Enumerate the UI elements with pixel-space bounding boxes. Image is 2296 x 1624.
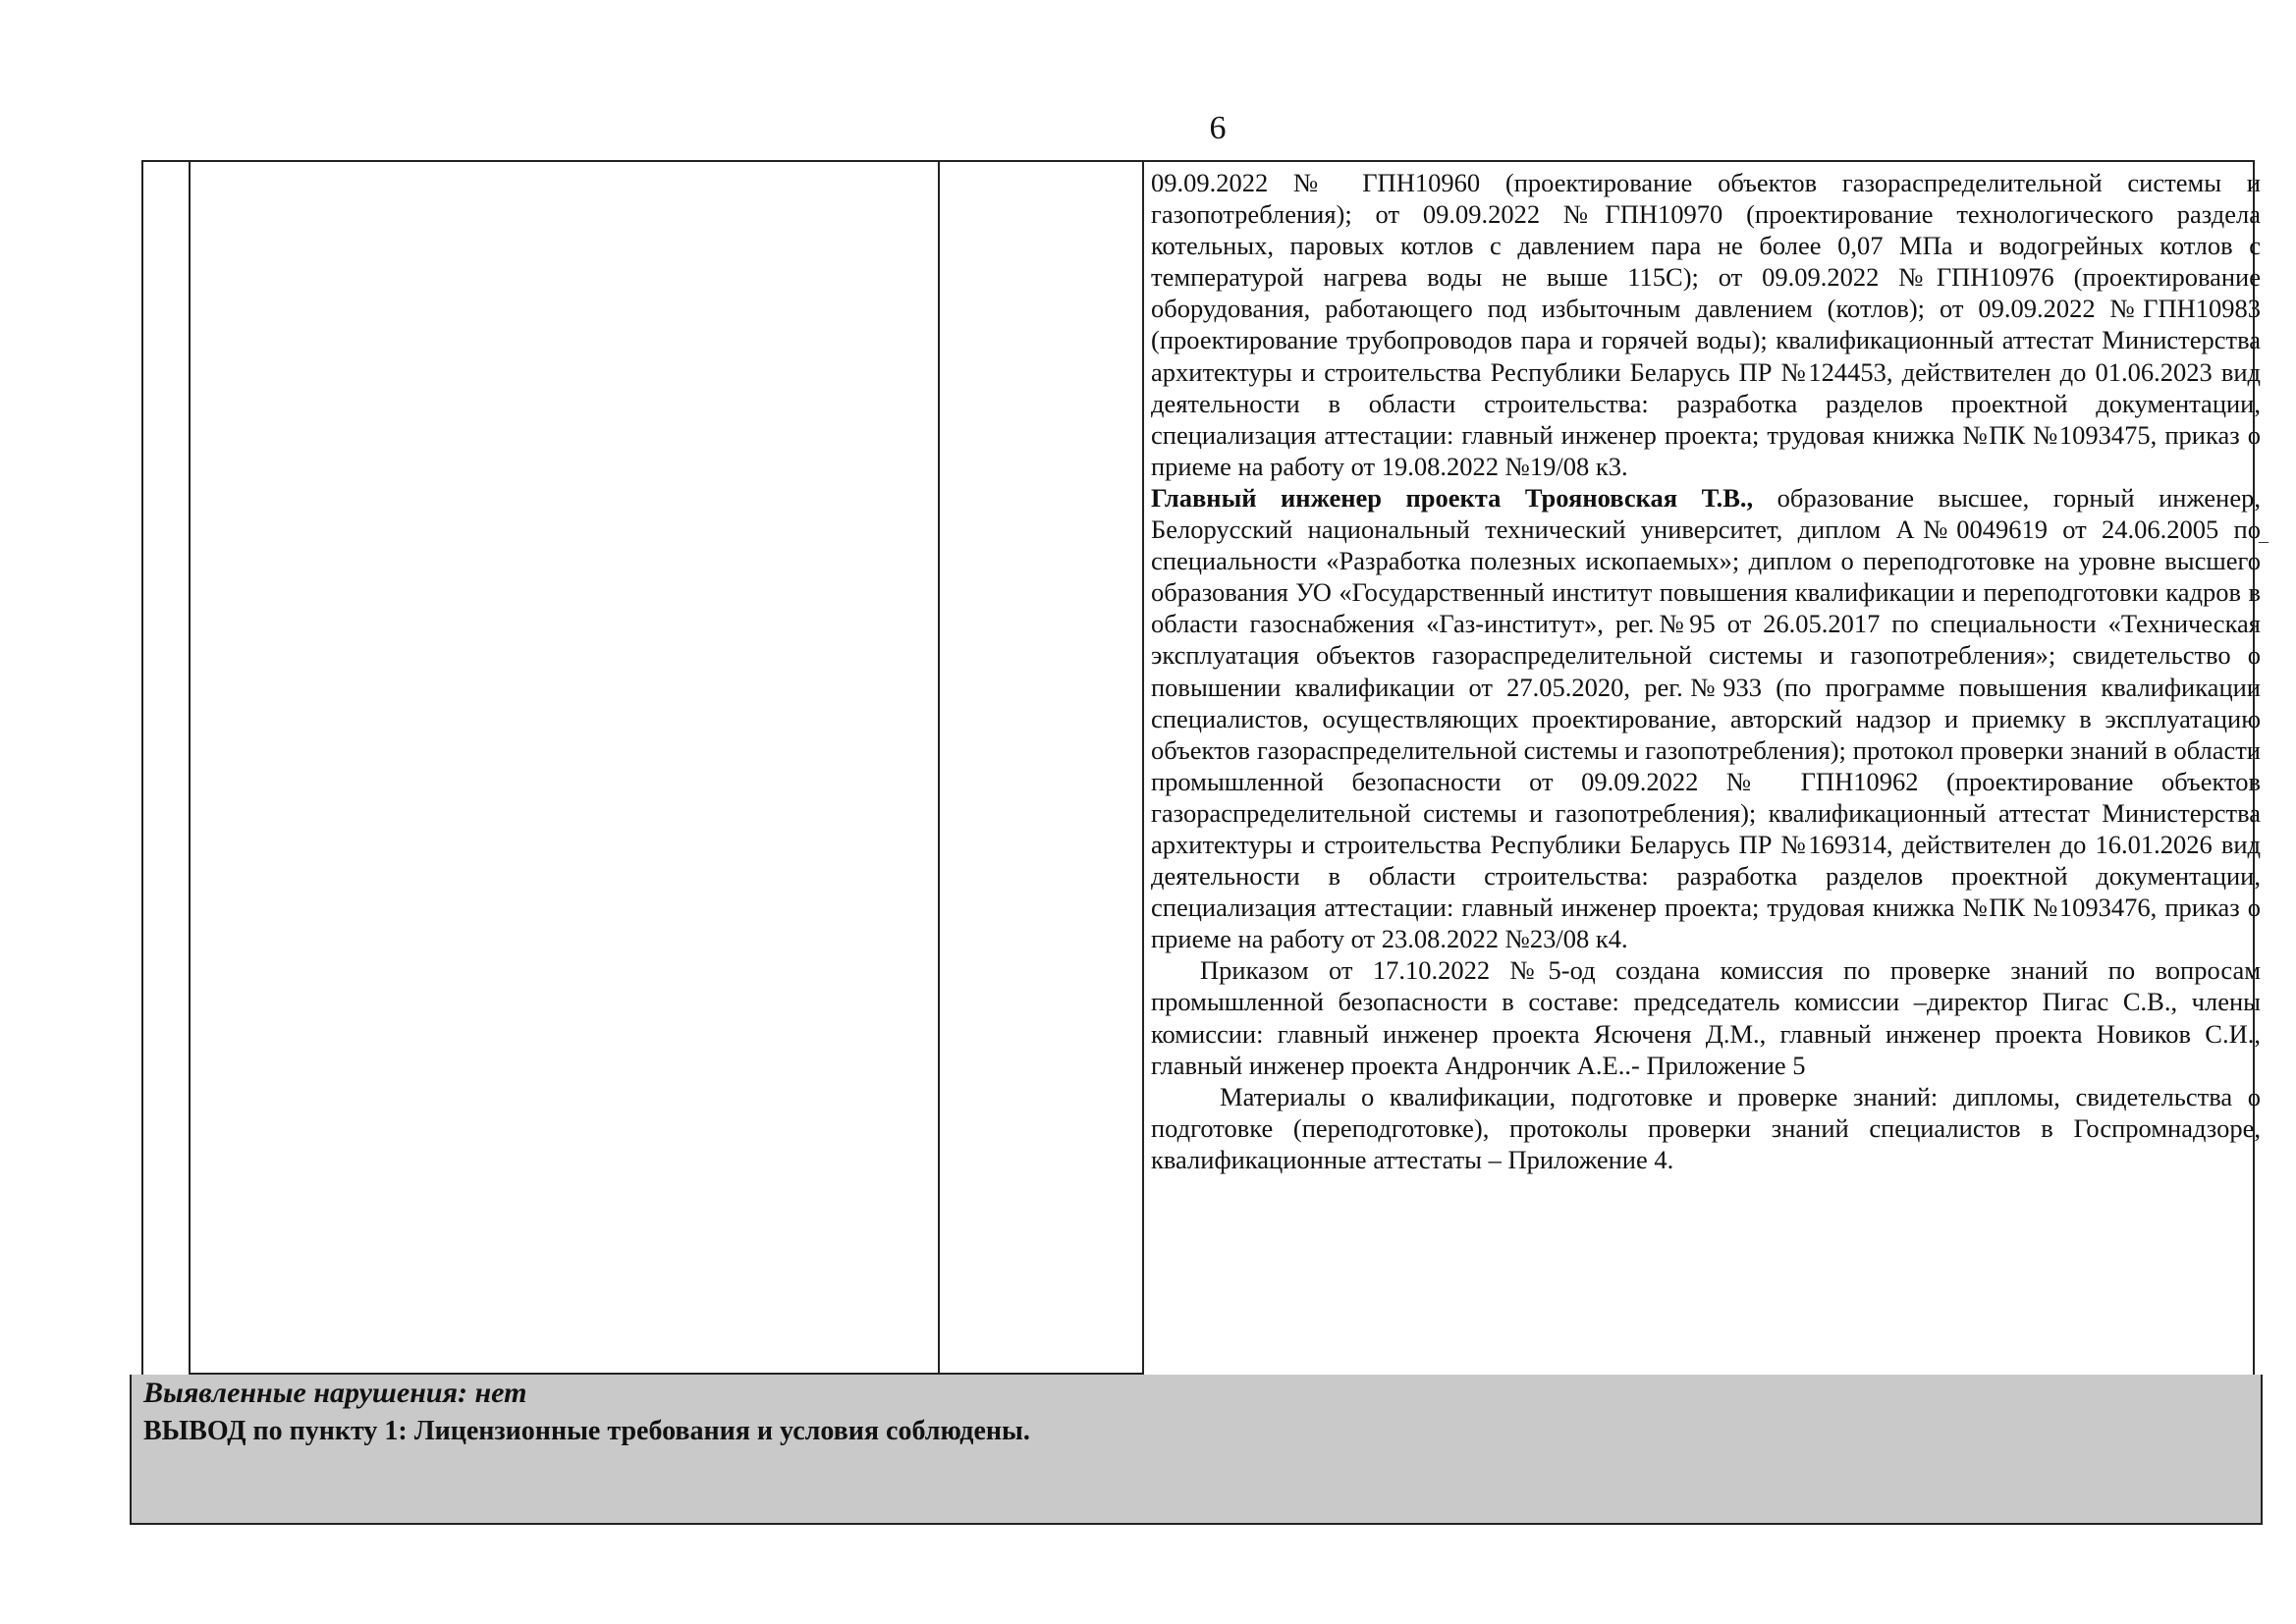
paragraph-text: 09.09.2022 № ГПН10960 (проектирование объектов газораспределительной системы и газопотребления); от 09.09.2022 №ГПН10970 (проектирование технологического раздела котельных, паровых котлов с давлением пара не более 0,07 МПа и водогрейных котлов с температурой нагрева воды не выше 115С); от 09.09.2022 №ГПН10976 (проектирование оборудования, работающего под избыточным давлением (котлов); от 09.09.2022 №ГПН10983 (проектирование трубопроводов пара и горячей воды); квалификационный аттестат Министерства архитектуры и строительства Республики Беларусь ПР №124453, действителен до 01.06.2023 вид деятельности в области строительства: разработка разделов проектной документации, специализация аттестации: главный инженер проекта; трудовая книжка №ПК №1093475, приказ о приеме на работу от 19.08.2022 №19/08 к3. [1151,168,2261,481]
paragraph-text: образование высшее, горный инженер, Белорусский национальный технический университет, диплом А№0049619 от 24.06.2005 по специальности «Разработка полезных ископаемых»; диплом о переподготовке на уровне высшего образования УО «Государственный институт повышения квалификации и переподготовки кадров в области газоснабжения «Газ-институт», рег.№95 от 26.05.2017 по специальности «Техническая эксплуатация объектов газораспределительной системы и газопотребления»; свидетельство о повышении квалификации от 27.05.2020, рег.№933 (по программе повышения квалификации специалистов, осуществляющих проектирование, авторский надзор и приемку в эксплуатацию объектов газораспределительной системы и газопотребления); протокол проверки знаний в области промышленной безопасности от 09.09.2022 № ГПН10962 (проектирование объектов газораспределительной системы и газопотребления); квалификационный аттестат Министерства архитектуры и строительства Республики Беларусь ПР №169314, действителен до 16.01.2026 вид деятельности в области строительства: разработка разделов проектной документации, специализация аттестации: главный инженер проекта; трудовая книжка №ПК №1093476, приказ о приеме на работу от 23.08.2022 №23/08 к4. [1151,482,2261,954]
conclusion-line: ВЫВОД по пункту 1: Лицензионные требования и условия соблюдены. [143,1416,1030,1446]
scan-mark: – [2259,530,2269,552]
table-left-border [141,160,143,1378]
violations-line: Выявленные нарушения: нет [143,1377,527,1409]
table-top-border [141,160,2255,162]
page-number: 6 [1209,110,1227,146]
paragraph-specialist-troyanovskaya [1151,482,2261,954]
table-column-divider-3 [1142,160,1144,1378]
paragraph-materials [1151,1081,2261,1175]
specialist-heading: Главный инженер проекта Трояновская Т.В., [1151,482,1754,513]
qualification-text-cell [1151,167,2261,1175]
paragraph-previous-specialist [1151,167,2261,482]
paragraph-text: Материалы о квалификации, подготовке и проверке знаний: дипломы, свидетельства о подготовке (переподготовке), протоколы проверки знаний специалистов в Госпромнадзоре, квалификационные аттестаты – Приложение 4. [1151,1081,2261,1174]
conclusion-box [130,1375,2263,1525]
table-column-divider-1 [189,160,191,1374]
paragraph-text: Приказом от 17.10.2022 №5-од создана комиссия по проверке знаний по вопросам промышленной безопасности в составе: председатель комиссии –директор Пигас С.В., члены комиссии: главный инженер проекта Ясюченя Д.М., главный инженер проекта Новиков С.И., главный инженер проекта Андрончик А.Е..- Приложение 5 [1151,955,2261,1080]
paragraph-commission-order [1151,954,2261,1080]
table-column-divider-2 [938,160,940,1374]
